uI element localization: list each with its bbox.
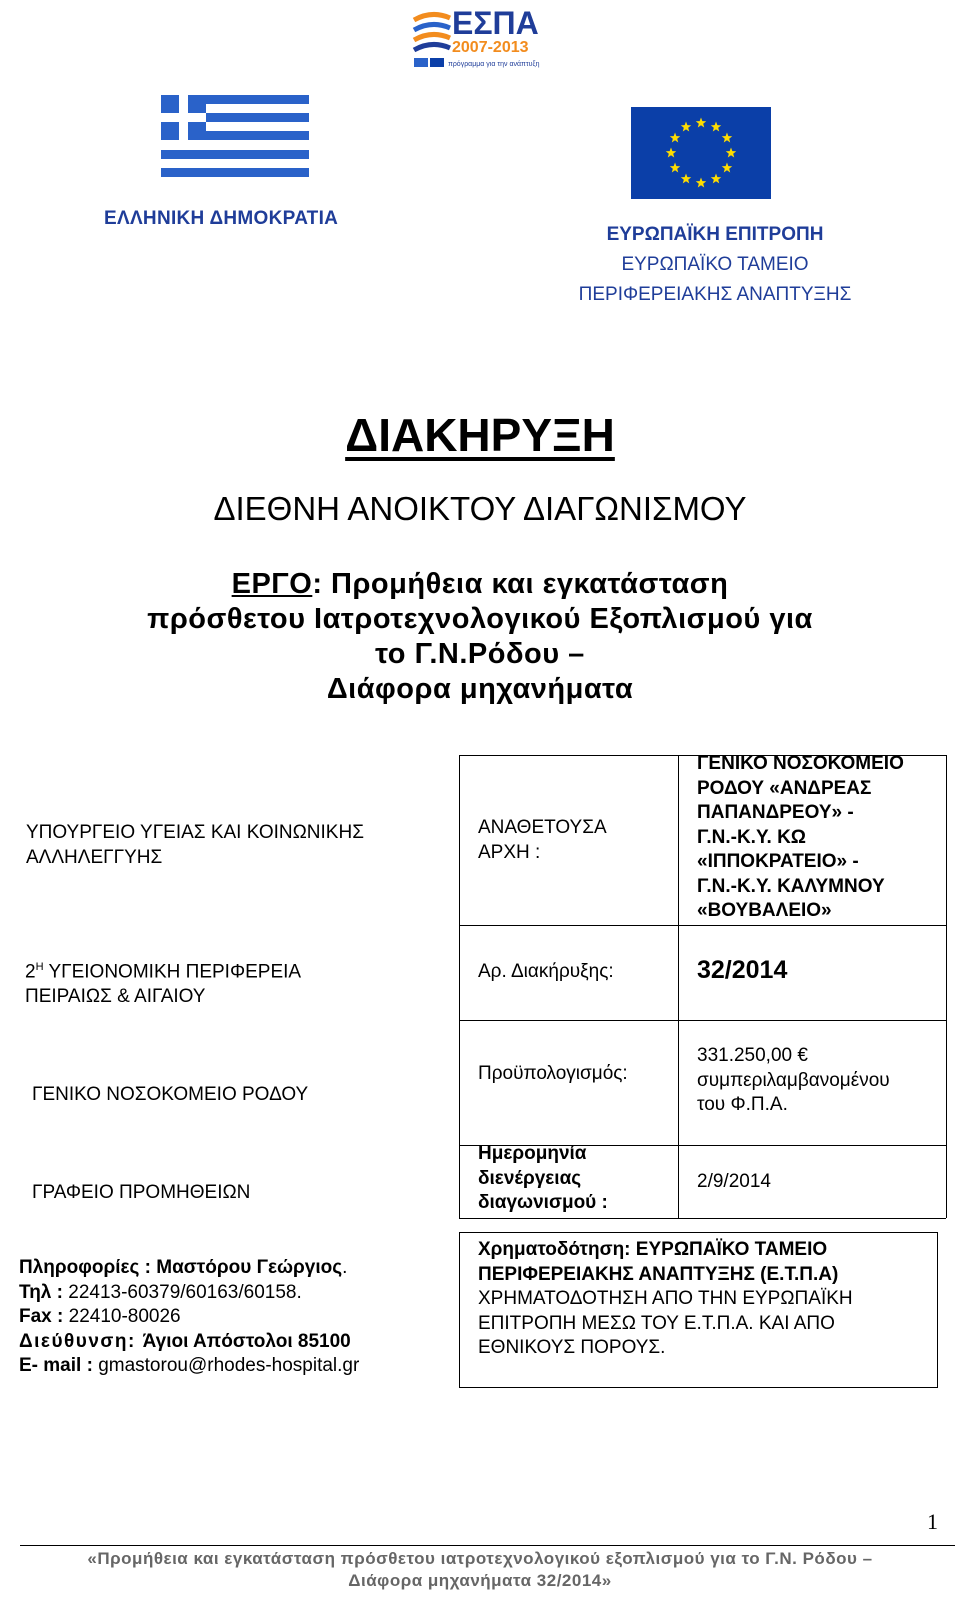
contact-block <box>19 1256 439 1379</box>
address-value: Άγιοι Απόστολοι 85100 <box>142 1330 351 1352</box>
funding-line-5: ΕΘΝΙΚΟΥΣ ΠΟΡΟΥΣ. <box>478 1337 666 1358</box>
authority-label-2: ΑΡΧΗ : <box>478 841 541 863</box>
tel-label: Τηλ : <box>19 1281 69 1303</box>
authority-value <box>697 752 947 924</box>
authority-value-2: ΡΟΔΟΥ «ΑΝΔΡΕΑΣ <box>697 777 872 799</box>
espa-text: ΕΣΠΑ <box>452 5 539 41</box>
eu-flag <box>631 107 771 199</box>
region-block <box>25 955 425 1009</box>
tel-value: 22413-60379/60163/60158. <box>68 1281 302 1303</box>
funding-line-3: ΧΡΗΜΑΤΟΔΟΤΗΣΗ ΑΠΟ ΤΗΝ ΕΥΡΩΠΑΪΚΗ <box>478 1288 853 1309</box>
funding-line-1: ΕΥΡΩΠΑΪΚΟ ΤΑΜΕΙΟ <box>635 1239 828 1260</box>
footer-divider <box>20 1545 955 1546</box>
funding-border-left <box>459 1232 460 1387</box>
project-line-3: το Γ.Ν.Ρόδου – <box>375 638 585 670</box>
erdf-label-2: ΠΕΡΙΦΕΡΕΙΑΚΗΣ ΑΝΑΠΤΥΞΗΣ <box>578 284 852 305</box>
footer-line-1: «Προμήθεια και εγκατάσταση πρόσθετου ιατροτεχνολογικού εξοπλισμού για το Γ.Ν. Ρόδου – <box>87 1549 873 1568</box>
budget-note-2: του Φ.Π.Α. <box>697 1094 788 1115</box>
espa-tagline: πρόγραμμα για την ανάπτυξη <box>448 61 540 68</box>
info-dot: . <box>342 1257 348 1278</box>
email-value[interactable]: gmastorou@rhodes-hospital.gr <box>98 1355 360 1376</box>
date-label <box>478 1142 608 1216</box>
project-description <box>80 567 880 707</box>
footer-line-2: Διάφορα μηχανήματα 32/2014» <box>348 1571 612 1590</box>
document-subtitle: ΔΙΕΘΝΗ ΑΝΟΙΚΤΟΥ ΔΙΑΓΩΝΙΣΜΟΥ <box>213 490 747 527</box>
greek-flag <box>161 95 309 177</box>
fax-value: 22410-80026 <box>68 1306 181 1327</box>
funding-border-top <box>459 1232 937 1233</box>
info-value: Μαστόρου Γεώργιος <box>156 1257 343 1278</box>
budget-note-1: συμπεριλαμβανομένου <box>697 1069 890 1091</box>
project-line-4: Διάφορα μηχανήματα <box>326 673 634 705</box>
ministry-line-1: ΥΠΟΥΡΓΕΙΟ ΥΓΕΙΑΣ ΚΑΙ ΚΟΙΝΩΝΙΚΗΣ <box>26 822 364 843</box>
project-line-2: πρόσθετου Ιατροτεχνολογικού Εξοπλισμού για <box>147 603 813 635</box>
table-border-bottom <box>459 1218 946 1219</box>
budget-value <box>697 1044 890 1118</box>
authority-value-3: ΠΑΠΑΝΔΡΕΟΥ» - <box>697 802 854 823</box>
funding-line-4: ΕΠΙΤΡΟΠΗ ΜΕΣΩ ΤΟΥ Ε.Τ.Π.Α. ΚΑΙ ΑΠΟ <box>478 1312 835 1334</box>
table-border-left <box>459 755 460 1218</box>
authority-value-6: Γ.Ν.-Κ.Υ. ΚΑΛΥΜΝΟΥ <box>697 875 885 897</box>
authority-label-1: ΑΝΑΘΕΤΟΥΣΑ <box>478 817 607 838</box>
authority-value-7: «ΒΟΥΒΑΛΕΙΟ» <box>697 900 832 921</box>
eu-header <box>540 220 890 310</box>
authority-value-4: Γ.Ν.-Κ.Υ. ΚΩ <box>697 826 807 848</box>
info-label: Πληροφορίες : <box>19 1257 157 1278</box>
eu-commission-label: ΕΥΡΩΠΑΪΚΗ ΕΠΙΤΡΟΠΗ <box>606 224 824 245</box>
date-label-3: διαγωνισμού : <box>478 1192 608 1213</box>
funding-line-2: ΠΕΡΙΦΕΡΕΙΑΚΗΣ ΑΝΑΠΤΥΞΗΣ (Ε.Τ.Π.Α) <box>478 1263 839 1285</box>
project-label: ΕΡΓΟ <box>231 568 313 600</box>
project-line-1: : Προμήθεια και εγκατάσταση <box>312 568 729 600</box>
address-label: Διεύθυνση: <box>19 1330 143 1352</box>
region-number: 2 <box>25 961 36 983</box>
page-footer <box>0 1548 960 1592</box>
authority-label <box>478 816 607 865</box>
page-number: 1 <box>927 1509 938 1534</box>
ministry-line-2: ΑΛΛΗΛΕΓΓΥΗΣ <box>26 847 163 868</box>
region-sup: Η <box>35 961 44 973</box>
budget-amount: 331.250,00 € <box>697 1045 808 1066</box>
region-line-2: ΠΕΙΡΑΙΩΣ & ΑΙΓΑΙΟΥ <box>25 986 206 1008</box>
competition-date: 2/9/2014 <box>697 1171 771 1192</box>
procurement-office: ΓΡΑΦΕΙΟ ΠΡΟΜΗΘΕΙΩΝ <box>32 1182 251 1203</box>
date-label-1: Ημερομηνία <box>478 1143 587 1164</box>
table-row-line-2 <box>459 1020 946 1021</box>
table-col-divider <box>678 755 679 1218</box>
budget-label: Προϋπολογισμός: <box>478 1063 628 1084</box>
document-title: ΔΙΑΚΗΡΥΞΗ <box>345 409 615 461</box>
date-label-2: διενέργειας <box>478 1167 582 1189</box>
region-line-1: ΥΓΕΙΟΝΟΜΙΚΗ ΠΕΡΙΦΕΡΕΙΑ <box>43 961 302 983</box>
greek-republic-label: ΕΛΛΗΝΙΚΗ ΔΗΜΟΚΡΑΤΙΑ <box>104 208 339 229</box>
funding-block <box>478 1238 933 1361</box>
espa-years: 2007-2013 <box>452 39 529 56</box>
erdf-label-1: ΕΥΡΩΠΑΪΚΟ ΤΑΜΕΙΟ <box>621 254 809 275</box>
table-row-line-1 <box>459 925 946 926</box>
declaration-label: Αρ. Διακήρυξης: <box>478 961 614 982</box>
authority-value-5: «ΙΠΠΟΚΡΑΤΕΙΟ» - <box>697 851 859 872</box>
espa-logo <box>412 4 542 72</box>
funding-label: Χρηματοδότηση: <box>478 1239 636 1260</box>
authority-value-1: ΓΕΝΙΚΟ ΝΟΣΟΚΟΜΕΙΟ <box>697 753 904 774</box>
declaration-number: 32/2014 <box>697 956 788 984</box>
funding-border-right <box>937 1232 938 1387</box>
email-label: E- mail : <box>19 1355 99 1376</box>
funding-border-bottom <box>459 1387 938 1388</box>
hospital-name: ΓΕΝΙΚΟ ΝΟΣΟΚΟΜΕΙΟ ΡΟΔΟΥ <box>32 1084 309 1105</box>
ministry-block <box>26 820 426 870</box>
fax-label: Fax : <box>19 1306 69 1327</box>
